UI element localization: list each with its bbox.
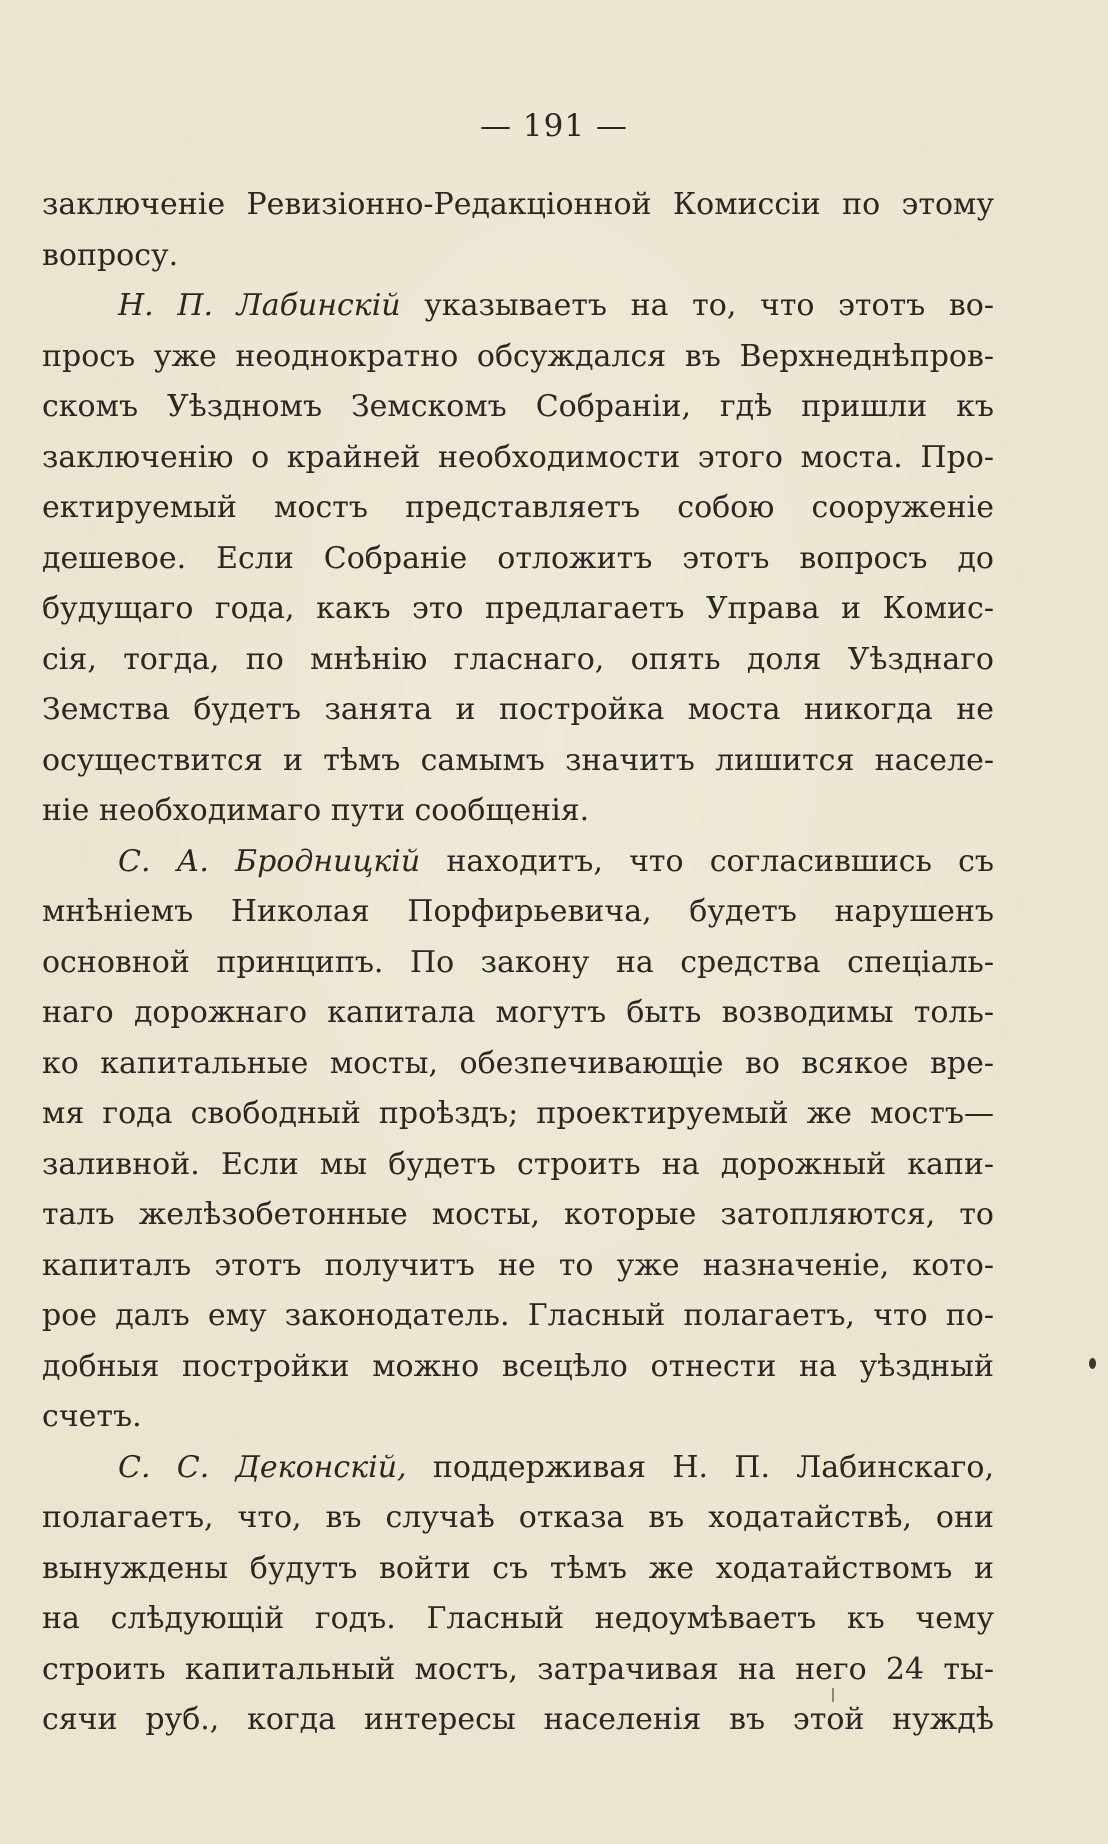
text-line: полагаетъ, что, въ случаѣ отказа въ ходатайствѣ, они <box>42 1500 994 1535</box>
paragraph-line-speaker <box>42 281 994 332</box>
text-line: Земства будетъ занята и постройка моста никогда не <box>42 692 994 727</box>
text-line: на слѣдующій годъ. Гласный недоумѣваетъ къ чему <box>42 1601 994 1636</box>
text-line: вынуждены будутъ войти съ тѣмъ же ходатайствомъ и <box>42 1550 994 1586</box>
text-line: дешевое. Если Собраніе отложитъ этотъ вопросъ до <box>42 540 994 576</box>
speaker-name: Н. П. Лабинскій <box>118 288 401 323</box>
text-line: мнѣніемъ Николая Порфирьевича, будетъ нарушенъ <box>42 894 994 929</box>
text-line: капиталъ этотъ получитъ не то уже назначеніе, кото- <box>42 1247 994 1283</box>
page-number: — 191 — <box>480 108 628 144</box>
text-line: наго дорожнаго капитала могутъ быть возводимы толь- <box>42 995 994 1030</box>
text-line: будущаго года, какъ это предлагаетъ Управа и Комис- <box>42 591 994 626</box>
text-line: указываетъ на то, что этотъ во- <box>424 288 994 323</box>
text-line: ектируемый мостъ представляетъ собою сооруженіе <box>42 490 994 525</box>
text-line: основной принципъ. По закону на средства спеціаль- <box>42 944 994 980</box>
text-line: просъ уже неоднократно обсуждался въ Верхнеднѣпров- <box>42 338 994 374</box>
text-line: заливной. Если мы будетъ строить на дорожный капи- <box>42 1146 994 1182</box>
body-text <box>42 180 994 1746</box>
text-line: счетъ. <box>42 1399 142 1434</box>
text-line: рое далъ ему законодатель. Гласный полагаетъ, что по- <box>42 1298 994 1333</box>
text-line: осуществится и тѣмъ самымъ значитъ лишится населе- <box>42 742 994 778</box>
paragraph-line-speaker <box>42 1443 994 1494</box>
text-line: сячи руб., когда интересы населенія въ этой нуждѣ <box>42 1702 994 1737</box>
text-line: ніе необходимаго пути сообщенія. <box>42 793 590 828</box>
ink-dot <box>1089 1358 1096 1369</box>
text-line: заключеніе Ревизіонно-Редакціонной Комиссіи по этому <box>42 187 994 222</box>
text-line: находитъ, что согласившись съ <box>446 843 994 879</box>
paragraph-line-speaker <box>42 837 994 888</box>
text-line: сія, тогда, по мнѣнію гласнаго, опять доля Уѣзднаго <box>42 641 994 677</box>
speaker-name: С. А. Бродницкій <box>118 843 421 879</box>
text-line: ко капитальные мосты, обезпечивающіе во всякое вре- <box>42 1045 994 1081</box>
text-line: заключенію о крайней необходимости этого моста. Про- <box>42 439 994 475</box>
text-line: талъ желѣзобетонные мосты, которые затопляются, то <box>42 1197 994 1232</box>
speaker-name: С. С. Деконскій, <box>118 1449 407 1485</box>
text-line: мя года свободный проѣздъ; проектируемый же мостъ— <box>42 1096 994 1131</box>
text-line: добныя постройки можно всецѣло отнести на уѣздный <box>42 1348 994 1384</box>
text-line: поддерживая Н. П. Лабинскаго, <box>432 1449 994 1485</box>
text-line: вопросу. <box>42 237 179 273</box>
text-line: строить капитальный мостъ, затрачивая на него 24 ты- <box>42 1651 994 1687</box>
text-line: скомъ Уѣздномъ Земскомъ Собраніи, гдѣ пришли къ <box>42 389 994 424</box>
paper-mark <box>832 1688 834 1702</box>
